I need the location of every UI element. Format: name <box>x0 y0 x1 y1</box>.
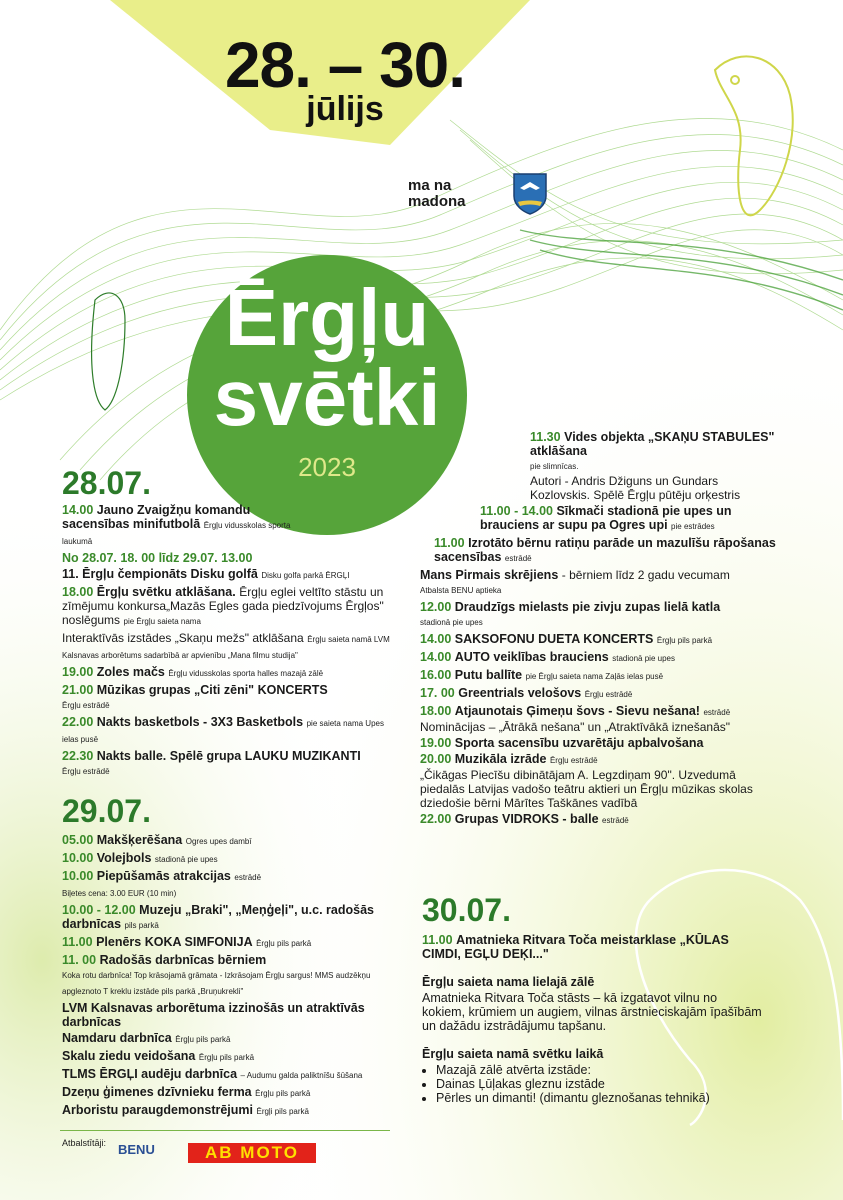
day1-right-list <box>420 430 780 830</box>
list-item: Dzeņu ģimenes dzīvnieku ferma Ērgļu pils parkā <box>62 1085 311 1099</box>
list-item: 05.00 Makšķerēšana Ogres upes dambī <box>62 833 252 847</box>
madona-coat-of-arms-icon <box>512 172 548 216</box>
festival-year: 2023 <box>298 452 356 482</box>
list-item: 14.00 Jauno Zvaigžņu komandu sacensības minifutbolā Ērgļu vidusskolas sporta laukumā <box>62 503 291 546</box>
day3-hall-text: Amatnieka Ritvara Toča stāsts – kā izgatavot vilnu no kokiem, krūmiem un augiem, vilnas ārstnieciskajām īpašībām un dažādu izstrādājumu tapšanu. <box>422 991 762 1033</box>
event-month: jūlijs <box>306 90 384 128</box>
day1-left-list <box>62 503 402 781</box>
list-item: 18.00 Ērgļu svētku atklāšana. Ērgļu eglei veltīto stāstu un zīmējumu konkursa„Mazās Egles gada piedzīvojums Ērgļos" noslēgums pie Ērgļu saieta nama <box>62 585 384 627</box>
list-item: 10.00 Piepūšamās atrakcijas estrādē Biļetes cena: 3.00 EUR (10 min) <box>62 869 262 898</box>
list-item: 11.00 Plenērs KOKA SIMFONIJA Ērgļu pils parkā <box>62 935 312 949</box>
list-item: 17. 00 Greentrials velošovs Ērgļu estrādē <box>420 686 633 700</box>
list-item: 11.00 - 14.00 Sīkmači stadionā pie upes un brauciens ar supu pa Ogres upi pie estrādes <box>480 504 732 532</box>
list-item: Mans Pirmais skrējiens - bērniem līdz 2 gadu vecumam Atbalsta BENU aptieka <box>420 568 730 595</box>
sponsors-label: Atbalstītāji: <box>62 1138 107 1148</box>
list-item: 11. 00 Radošās darbnīcas bērniem Koka rotu darbnīca! Top krāsojamā grāmata - Izkrāsojam Ērgļu sargus! MMS audzēkņu apgleznoto T kreklu izstāde pils parkā „Bruņukrekli" <box>62 953 371 996</box>
list-item: 14.00 AUTO veiklības brauciens stadionā pie upes <box>420 650 675 664</box>
list-item: LVM Kalsnavas arborētuma izzinošās un atraktīvās darbnīcas <box>62 1001 365 1029</box>
list-item: Arboristu paraugdemonstrējumi Ērgļi pils parkā <box>62 1103 309 1117</box>
list-item: 10.00 Volejbols stadionā pie upes <box>62 851 218 865</box>
list-item: • Pērles un dimanti! (dimantu gleznošanas tehnikā) <box>436 1091 762 1105</box>
list-item: 22.30 Nakts balle. Spēlē grupa LAUKU MUZIKANTI Ērgļu estrādē <box>62 749 361 776</box>
ab-moto-logo: AB MOTO <box>188 1143 316 1163</box>
list-item: 12.00 Draudzīgs mielasts pie zivju zupas lielā katla stadionā pie upes <box>420 600 721 627</box>
list-item: • Dainas Ļūļakas gleznu izstāde <box>436 1077 762 1091</box>
day3-event: 11.00 Amatnieka Ritvara Toča meistarklase „KŪLAS CIMDI, EGĻU DEĶI..." <box>422 933 729 961</box>
list-item: 19.00 Sporta sacensību uzvarētāju apbalvošana <box>420 736 704 750</box>
day3-hall-heading: Ērgļu saieta nama lielajā zālē <box>422 975 595 989</box>
list-item: 19.00 Zoles mačs Ērgļu vidusskolas sporta halles mazajā zālē <box>62 665 324 679</box>
list-item: 22.00 Grupas VIDROKS - balle estrādē <box>420 812 629 826</box>
logo-line1: ma na <box>408 177 452 194</box>
list-item: TLMS ĒRGĻI audēju darbnīca – Audumu galda paliktnīšu šūšana <box>62 1067 363 1081</box>
list-item: 11.30 Vides objekta „SKAŅU STABULES" atklāšana pie slimnīcas. Autori - Andris Džiguns un Gundars Kozlovskis. Spēlē Ērgļu pūtēju orķestris <box>530 430 775 502</box>
list-item: 18.00 Atjaunotais Ģimeņu šovs - Sievu nešana! estrādē Nominācijas – „Ātrākā nešana" un „Atraktīvākā iznešanās" <box>420 704 731 734</box>
logo-line2: madona <box>408 193 466 210</box>
list-item: Skalu ziedu veidošana Ērgļu pils parkā <box>62 1049 255 1063</box>
event-dates: 28. – 30. <box>224 29 466 101</box>
list-item: 16.00 Putu ballīte pie Ērgļu saieta nama Zaļās ielas pusē <box>420 668 664 682</box>
day3-block <box>422 933 762 1105</box>
day1-heading: 28.07. <box>62 465 151 501</box>
list-item: 10.00 - 12.00 Muzeju „Braki", „Meņģeļi", u.c. radošās darbnīcas pils parkā <box>62 903 374 931</box>
mana-madona-logo <box>408 178 466 210</box>
day2-heading: 29.07. <box>62 793 151 829</box>
list-item: No 28.07. 18. 00 līdz 29.07. 13.00 <box>62 551 253 565</box>
list-item: 14.00 SAKSOFONU DUETA KONCERTS Ērgļu pils parkā <box>420 632 713 646</box>
day3-during-heading: Ērgļu saieta namā svētku laikā <box>422 1047 604 1061</box>
festival-title-line1: Ērgļu <box>224 273 430 362</box>
festival-title-line2: svētki <box>213 353 441 442</box>
list-item: 11.00 Izrotāto bērnu ratiņu parāde un mazulīšu rāpošanas sacensības estrādē <box>434 536 776 564</box>
list-item: 22.00 Nakts basketbols - 3X3 Basketbols pie saieta nama Upes ielas pusē <box>62 715 384 744</box>
list-item: 21.00 Mūzikas grupas „Citi zēni" KONCERTS Ērgļu estrādē <box>62 683 328 710</box>
list-item: Namdaru darbnīca Ērgļu pils parkā <box>62 1031 231 1045</box>
day3-bullets <box>422 1063 762 1105</box>
benu-logo: BENU <box>118 1142 155 1157</box>
list-item: 11. Ērgļu čempionāts Disku golfā Disku golfa parkā ĒRGĻI <box>62 567 350 581</box>
day3-heading: 30.07. <box>422 892 511 928</box>
list-item: • Mazajā zālē atvērta izstāde: <box>436 1063 762 1077</box>
footer-divider <box>60 1130 390 1131</box>
list-item: Interaktīvās izstādes „Skaņu mežs" atklāšana Ērgļu saieta namā LVM Kalsnavas arborētums sadarbībā ar apvienību „Mana filmu studija" <box>62 631 390 660</box>
list-item: 20.00 Muzikāla izrāde Ērgļu estrādē „Čikāgas Piecīšu dibinātājam A. Legzdiņam 90". Uzvedumā piedalās Latvijas vadošo teātru aktieri un Ērgļu mūzikas skolas dziedošie bērni Mārītes Taškānes vadībā <box>420 752 753 810</box>
day2-list <box>62 833 402 1121</box>
